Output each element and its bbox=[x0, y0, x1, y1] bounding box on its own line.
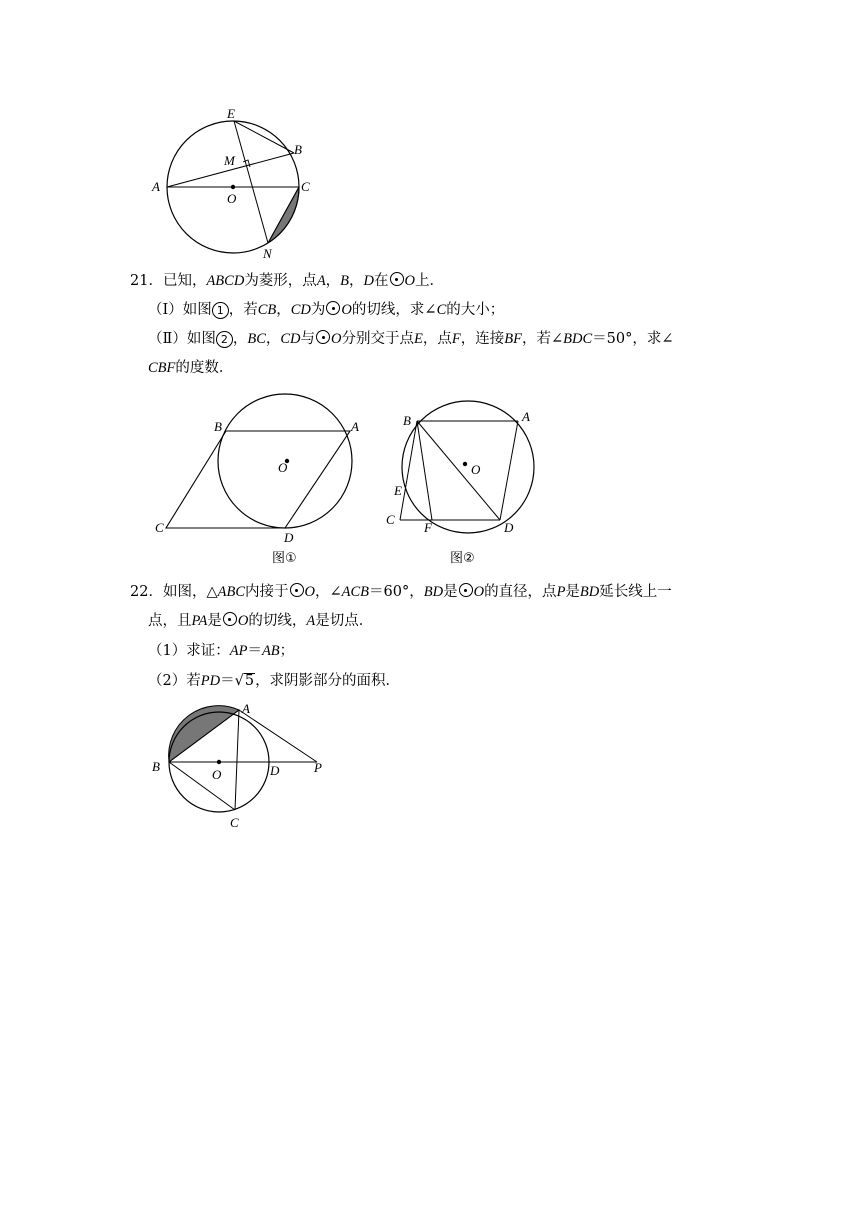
q22-var: BD bbox=[579, 584, 600, 600]
q21-text-a: 已知， bbox=[162, 273, 207, 289]
q21-stem bbox=[130, 271, 444, 291]
q22-p2-text: （2）若 bbox=[148, 673, 201, 689]
segment-ad bbox=[500, 421, 518, 520]
label-d: D bbox=[284, 530, 294, 545]
q22-var: ABC bbox=[217, 584, 245, 600]
chord-cn bbox=[268, 187, 299, 243]
q21-text: 上． bbox=[415, 273, 444, 289]
q21-p2-var: CD bbox=[280, 331, 301, 347]
q22-part1 bbox=[148, 641, 294, 661]
q22-p2-text: ＝ bbox=[220, 673, 235, 689]
q22-var: BD bbox=[423, 584, 444, 600]
q22-var: O bbox=[304, 584, 315, 600]
q22-part2 bbox=[148, 671, 400, 691]
q22-text: 延长线上一 bbox=[599, 584, 672, 600]
q22-text: 是 bbox=[565, 584, 580, 600]
q22-text: ＝60°， bbox=[369, 584, 424, 600]
label-c: C bbox=[230, 815, 239, 830]
q21-text: 在 bbox=[374, 273, 389, 289]
label-d: D bbox=[270, 763, 280, 778]
q21-var: D bbox=[363, 273, 375, 289]
q21-part2-line2 bbox=[148, 358, 233, 378]
center-dot bbox=[217, 760, 221, 764]
label-c: C bbox=[155, 520, 164, 535]
label-c: C bbox=[386, 512, 395, 527]
segment-ac bbox=[235, 710, 239, 810]
label-f: F bbox=[424, 520, 432, 535]
chord-en bbox=[234, 121, 268, 243]
q22-var: A bbox=[306, 613, 316, 629]
label-n: N bbox=[263, 246, 272, 261]
q21-text-b: 为菱形，点 bbox=[244, 273, 317, 289]
q21-p2-var: BC bbox=[247, 331, 266, 347]
q21-p1-text: （Ⅰ）如图 bbox=[148, 302, 212, 318]
q21-p1-text: 的切线，求∠ bbox=[351, 302, 437, 318]
rhombus-abcd bbox=[166, 431, 350, 528]
q22-var: O bbox=[473, 584, 485, 600]
q22-p1-text: （1）求证： bbox=[148, 643, 230, 659]
q21-p2-var: F bbox=[451, 331, 461, 347]
label-b: B bbox=[152, 759, 160, 774]
label-p: P bbox=[314, 760, 322, 775]
q21-number: 21． bbox=[130, 273, 163, 289]
label-b: B bbox=[403, 413, 411, 428]
figure-2-caption: 图② bbox=[450, 551, 475, 566]
figure-1 bbox=[150, 390, 370, 570]
q21-p1-text: ， bbox=[276, 302, 291, 318]
center-dot bbox=[231, 185, 235, 189]
q21-p2-var: BF bbox=[504, 331, 522, 347]
q21-p1-var: O bbox=[341, 302, 352, 318]
label-o: O bbox=[227, 191, 237, 206]
q22-text: 内接于 bbox=[245, 584, 289, 600]
q22-var: PA bbox=[191, 613, 208, 629]
q22-var: P bbox=[556, 584, 566, 600]
q22-p1-text: ＝ bbox=[247, 643, 262, 659]
q21-p2-text: （Ⅱ）如图 bbox=[148, 331, 216, 347]
q21-p2-var: BDC bbox=[563, 331, 593, 347]
q22-p1-var: AB bbox=[261, 643, 280, 659]
q21-part1 bbox=[148, 300, 504, 320]
q22-text: 是 bbox=[443, 584, 458, 600]
q22-p2-var: PD bbox=[200, 673, 221, 689]
figure-2 bbox=[380, 395, 550, 570]
q21-text: ， bbox=[349, 273, 364, 289]
label-a: A bbox=[152, 179, 160, 194]
circle-dot-symbol bbox=[223, 612, 237, 626]
q21-p1-var: CB bbox=[257, 302, 277, 318]
q22-text: 是 bbox=[207, 613, 222, 629]
q21-p2-text: ，点 bbox=[422, 331, 452, 347]
circle-dot-symbol bbox=[290, 583, 304, 597]
q21-p2-var: CBF bbox=[148, 360, 176, 376]
label-o: O bbox=[278, 460, 288, 475]
q21-p2-text: ＝50°，求∠ bbox=[592, 331, 674, 347]
q21-var: A bbox=[316, 273, 326, 289]
q21-p2-var: O bbox=[331, 331, 342, 347]
q22-line2 bbox=[148, 611, 373, 631]
chord-eb bbox=[234, 121, 294, 153]
circle-dot-symbol bbox=[390, 272, 404, 286]
circle-dot-symbol bbox=[316, 330, 330, 344]
q21-var: B bbox=[340, 273, 350, 289]
q21-p2-text: ， bbox=[232, 331, 248, 347]
circled-number: 2 bbox=[216, 331, 233, 348]
q22-text: 如图，△ bbox=[162, 584, 218, 600]
q21-var: O bbox=[404, 273, 415, 289]
center-dot bbox=[463, 462, 467, 466]
q22-text: 的直径，点 bbox=[484, 584, 557, 600]
sqrt-symbol: √ bbox=[234, 673, 244, 689]
q22-var: ACB bbox=[341, 584, 370, 600]
q21-p1-text: ，若 bbox=[228, 302, 258, 318]
label-b: B bbox=[294, 142, 302, 157]
label-c: C bbox=[301, 179, 310, 194]
label-b: B bbox=[214, 419, 222, 434]
q21-p1-var: C bbox=[436, 302, 447, 318]
label-d: D bbox=[504, 520, 514, 535]
label-e: E bbox=[227, 106, 235, 121]
q22-p1-text: ； bbox=[279, 643, 295, 659]
q22-p2-text: ，求阴影部分的面积． bbox=[255, 673, 401, 689]
q22-text: 的切线， bbox=[248, 613, 307, 629]
label-a: A bbox=[351, 419, 359, 434]
q21-p2-text: ，连接 bbox=[460, 331, 505, 347]
label-m: M bbox=[224, 153, 235, 168]
q21-text: ， bbox=[325, 273, 341, 289]
q22-text: 是切点． bbox=[315, 613, 374, 629]
label-o: O bbox=[471, 462, 481, 477]
label-o: O bbox=[212, 767, 222, 782]
segment-ap bbox=[239, 710, 317, 762]
q22-line1 bbox=[130, 582, 672, 602]
circle-dot-symbol bbox=[326, 301, 340, 315]
circle-dot-symbol bbox=[459, 583, 473, 597]
segment-bc bbox=[169, 762, 235, 810]
label-e: E bbox=[394, 483, 402, 498]
label-a: A bbox=[242, 701, 250, 716]
q22-p1-var: AP bbox=[229, 643, 248, 659]
figure-q20 bbox=[140, 100, 340, 270]
q21-p2-text: 分别交于点 bbox=[341, 331, 415, 347]
q21-p2-var: E bbox=[414, 331, 423, 347]
q21-p2-text: ， bbox=[265, 331, 281, 347]
figure-1-caption: 图① bbox=[272, 551, 297, 566]
q22-number: 22． bbox=[130, 584, 163, 600]
label-a: A bbox=[522, 409, 530, 424]
q21-p2-text: 的度数． bbox=[175, 360, 234, 376]
q22-text: 点，且 bbox=[148, 613, 192, 629]
q21-part2-line1 bbox=[148, 329, 673, 349]
q21-p1-var: CD bbox=[290, 302, 311, 318]
radicand: 5 bbox=[244, 673, 255, 689]
q21-p2-text: 与 bbox=[300, 331, 316, 347]
q21-var: ABCD bbox=[206, 273, 245, 289]
q22-var: O bbox=[237, 613, 249, 629]
figure-q22 bbox=[145, 698, 345, 838]
q21-p1-text: 为 bbox=[310, 302, 326, 318]
q21-p1-text: 的大小； bbox=[446, 302, 505, 318]
q22-text: ，∠ bbox=[314, 584, 342, 600]
circled-number: 1 bbox=[212, 302, 229, 319]
q21-p2-text: ，若∠ bbox=[521, 331, 564, 347]
